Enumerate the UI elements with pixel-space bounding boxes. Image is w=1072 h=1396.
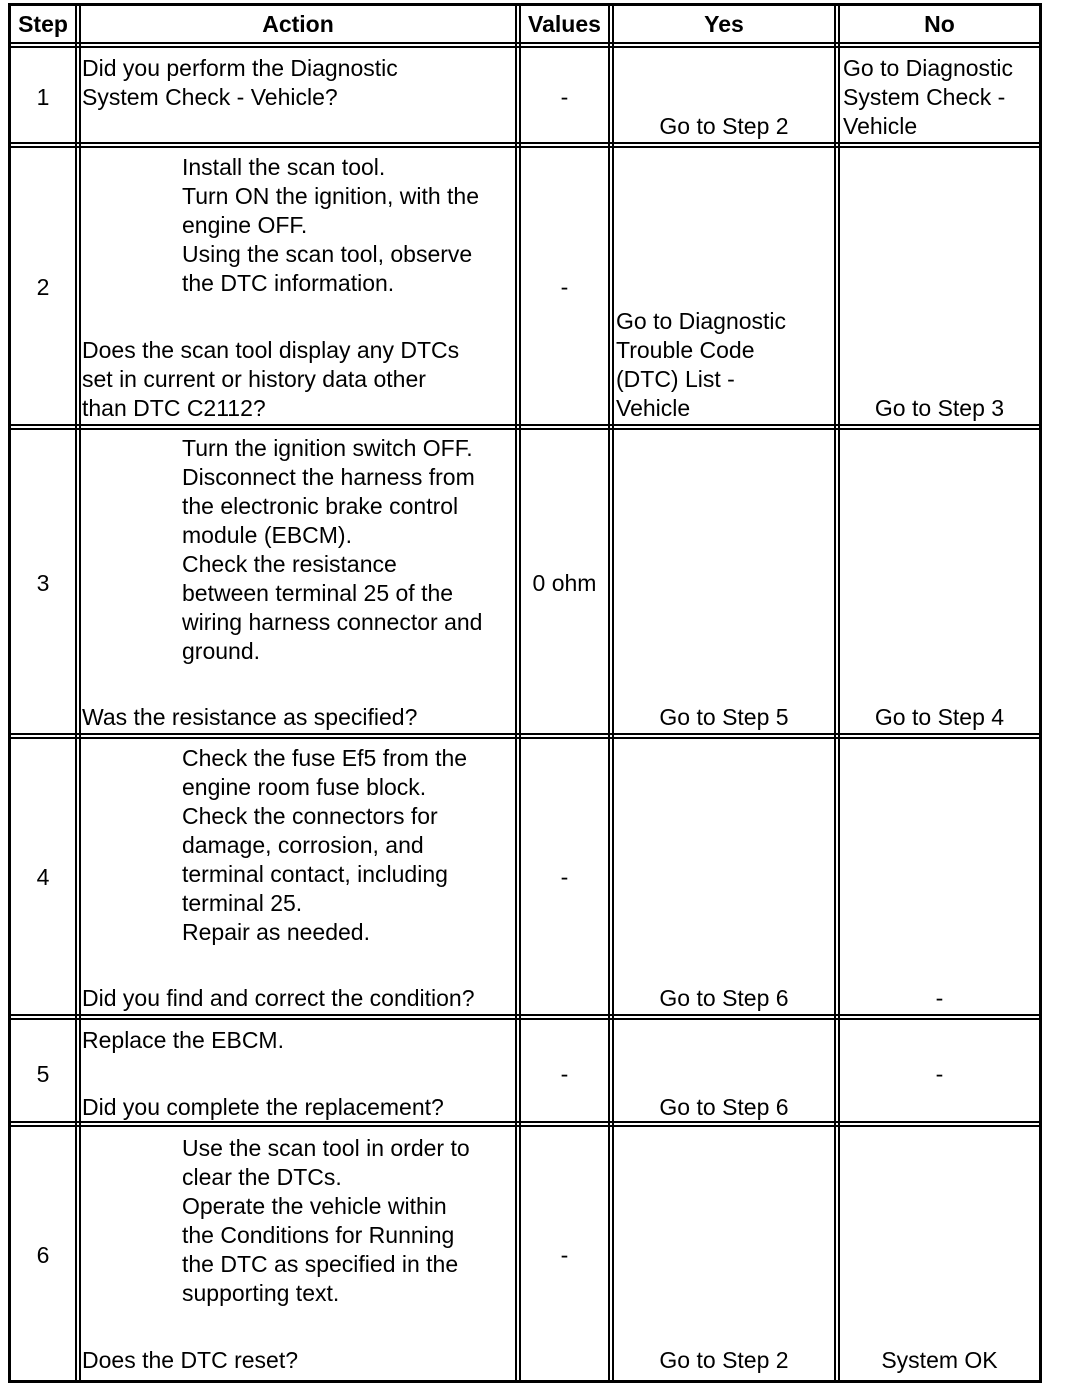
action-line: Check the fuse Ef5 from the xyxy=(182,745,468,771)
yes-line: Go to Diagnostic xyxy=(616,308,787,334)
yes-line: (DTC) List - xyxy=(616,366,735,392)
value-cell: - xyxy=(560,84,569,110)
yes-line: Go to Step 6 xyxy=(659,985,789,1011)
action-text xyxy=(82,434,482,666)
action-line: Check the resistance xyxy=(182,551,397,577)
diagnostic-table xyxy=(8,3,1042,1383)
column-divider xyxy=(834,6,840,1380)
yes-cell xyxy=(614,1093,834,1122)
action-text xyxy=(82,744,467,947)
yes-cell xyxy=(614,112,834,141)
action-line: terminal contact, including xyxy=(182,861,448,887)
action-question xyxy=(82,703,417,732)
action-line: Install the scan tool. xyxy=(182,154,386,180)
no-line: Go to Step 4 xyxy=(874,704,1005,730)
column-divider xyxy=(75,6,81,1380)
action-line: Using the scan tool, observe xyxy=(182,241,473,267)
yes-cell xyxy=(614,703,834,732)
no-cell xyxy=(840,1346,1039,1375)
question-line: Did you find and correct the condition? xyxy=(82,985,475,1011)
value-cell: - xyxy=(560,1242,569,1268)
action-text xyxy=(82,1026,284,1055)
header-no: No xyxy=(924,11,955,37)
no-cell xyxy=(840,984,1039,1013)
row-divider xyxy=(11,142,1039,148)
action-line: Disconnect the harness from xyxy=(182,464,475,490)
question-line: Does the DTC reset? xyxy=(82,1347,299,1373)
header-action: Action xyxy=(262,11,334,37)
yes-line: Go to Step 2 xyxy=(659,1347,789,1373)
action-line: the DTC as specified in the xyxy=(182,1251,459,1277)
step-number: 1 xyxy=(36,84,50,110)
no-cell xyxy=(840,703,1039,732)
yes-line: Go to Step 5 xyxy=(659,704,789,730)
action-question xyxy=(82,1093,444,1122)
no-line: System Check - xyxy=(843,84,1006,110)
row-divider xyxy=(11,424,1039,430)
yes-cell xyxy=(614,1346,834,1375)
action-line: supporting text. xyxy=(182,1280,340,1306)
column-divider xyxy=(608,6,614,1380)
question-line: Does the scan tool display any DTCs xyxy=(82,337,460,363)
header-step: Step xyxy=(18,11,68,37)
value-cell: 0 ohm xyxy=(532,570,597,596)
yes-cell xyxy=(616,307,786,423)
question-line: than DTC C2112? xyxy=(82,395,266,421)
no-cell xyxy=(840,394,1039,423)
value-cell: - xyxy=(560,1061,569,1087)
action-line: Repair as needed. xyxy=(182,919,370,945)
step-number: 3 xyxy=(36,570,50,596)
action-line: the DTC information. xyxy=(182,270,395,296)
yes-line: Vehicle xyxy=(616,395,691,421)
row-divider xyxy=(11,1014,1039,1020)
no-line: Vehicle xyxy=(843,113,918,139)
action-text xyxy=(82,1134,470,1308)
action-line: damage, corrosion, and xyxy=(182,832,424,858)
no-line: Go to Diagnostic xyxy=(843,55,1014,81)
step-number: 2 xyxy=(36,274,50,300)
action-line: Did you perform the Diagnostic xyxy=(82,55,398,81)
yes-line: Trouble Code xyxy=(616,337,755,363)
action-line: Operate the vehicle within xyxy=(182,1193,447,1219)
action-line: Use the scan tool in order to xyxy=(182,1135,470,1161)
action-line: engine room fuse block. xyxy=(182,774,427,800)
no-cell xyxy=(840,1060,1039,1089)
no-cell xyxy=(843,54,1013,141)
yes-cell xyxy=(614,984,834,1013)
step-number: 6 xyxy=(36,1242,50,1268)
no-line: Go to Step 3 xyxy=(874,395,1005,421)
action-line: module (EBCM). xyxy=(182,522,352,548)
no-line: - xyxy=(935,1061,944,1087)
action-text xyxy=(82,54,398,112)
action-line: terminal 25. xyxy=(182,890,303,916)
value-cell: - xyxy=(560,864,569,890)
action-line: the Conditions for Running xyxy=(182,1222,455,1248)
action-line: Check the connectors for xyxy=(182,803,438,829)
step-number: 4 xyxy=(36,864,50,890)
yes-line: Go to Step 2 xyxy=(659,113,789,139)
action-line: System Check - Vehicle? xyxy=(82,84,338,110)
column-divider xyxy=(515,6,521,1380)
question-line: Did you complete the replacement? xyxy=(82,1094,444,1120)
action-line: ground. xyxy=(182,638,261,664)
header-yes: Yes xyxy=(704,11,744,37)
yes-line: Go to Step 6 xyxy=(659,1094,789,1120)
value-cell: - xyxy=(560,274,569,300)
action-line: Turn ON the ignition, with the xyxy=(182,183,480,209)
no-line: - xyxy=(935,985,944,1011)
row-divider xyxy=(11,733,1039,739)
question-line: Was the resistance as specified? xyxy=(82,704,418,730)
action-line: clear the DTCs. xyxy=(182,1164,342,1190)
no-line: System OK xyxy=(881,1347,998,1373)
header-values: Values xyxy=(528,11,601,37)
step-number: 5 xyxy=(36,1061,50,1087)
action-question xyxy=(82,1346,298,1375)
action-line: the electronic brake control xyxy=(182,493,459,519)
action-question xyxy=(82,984,475,1013)
action-question xyxy=(82,336,459,423)
question-line: set in current or history data other xyxy=(82,366,426,392)
action-line: between terminal 25 of the xyxy=(182,580,454,606)
action-line: Turn the ignition switch OFF. xyxy=(182,435,473,461)
action-text xyxy=(82,153,479,298)
action-line: Replace the EBCM. xyxy=(82,1027,284,1053)
row-divider xyxy=(11,42,1039,48)
action-line: engine OFF. xyxy=(182,212,308,238)
action-line: wiring harness connector and xyxy=(182,609,483,635)
